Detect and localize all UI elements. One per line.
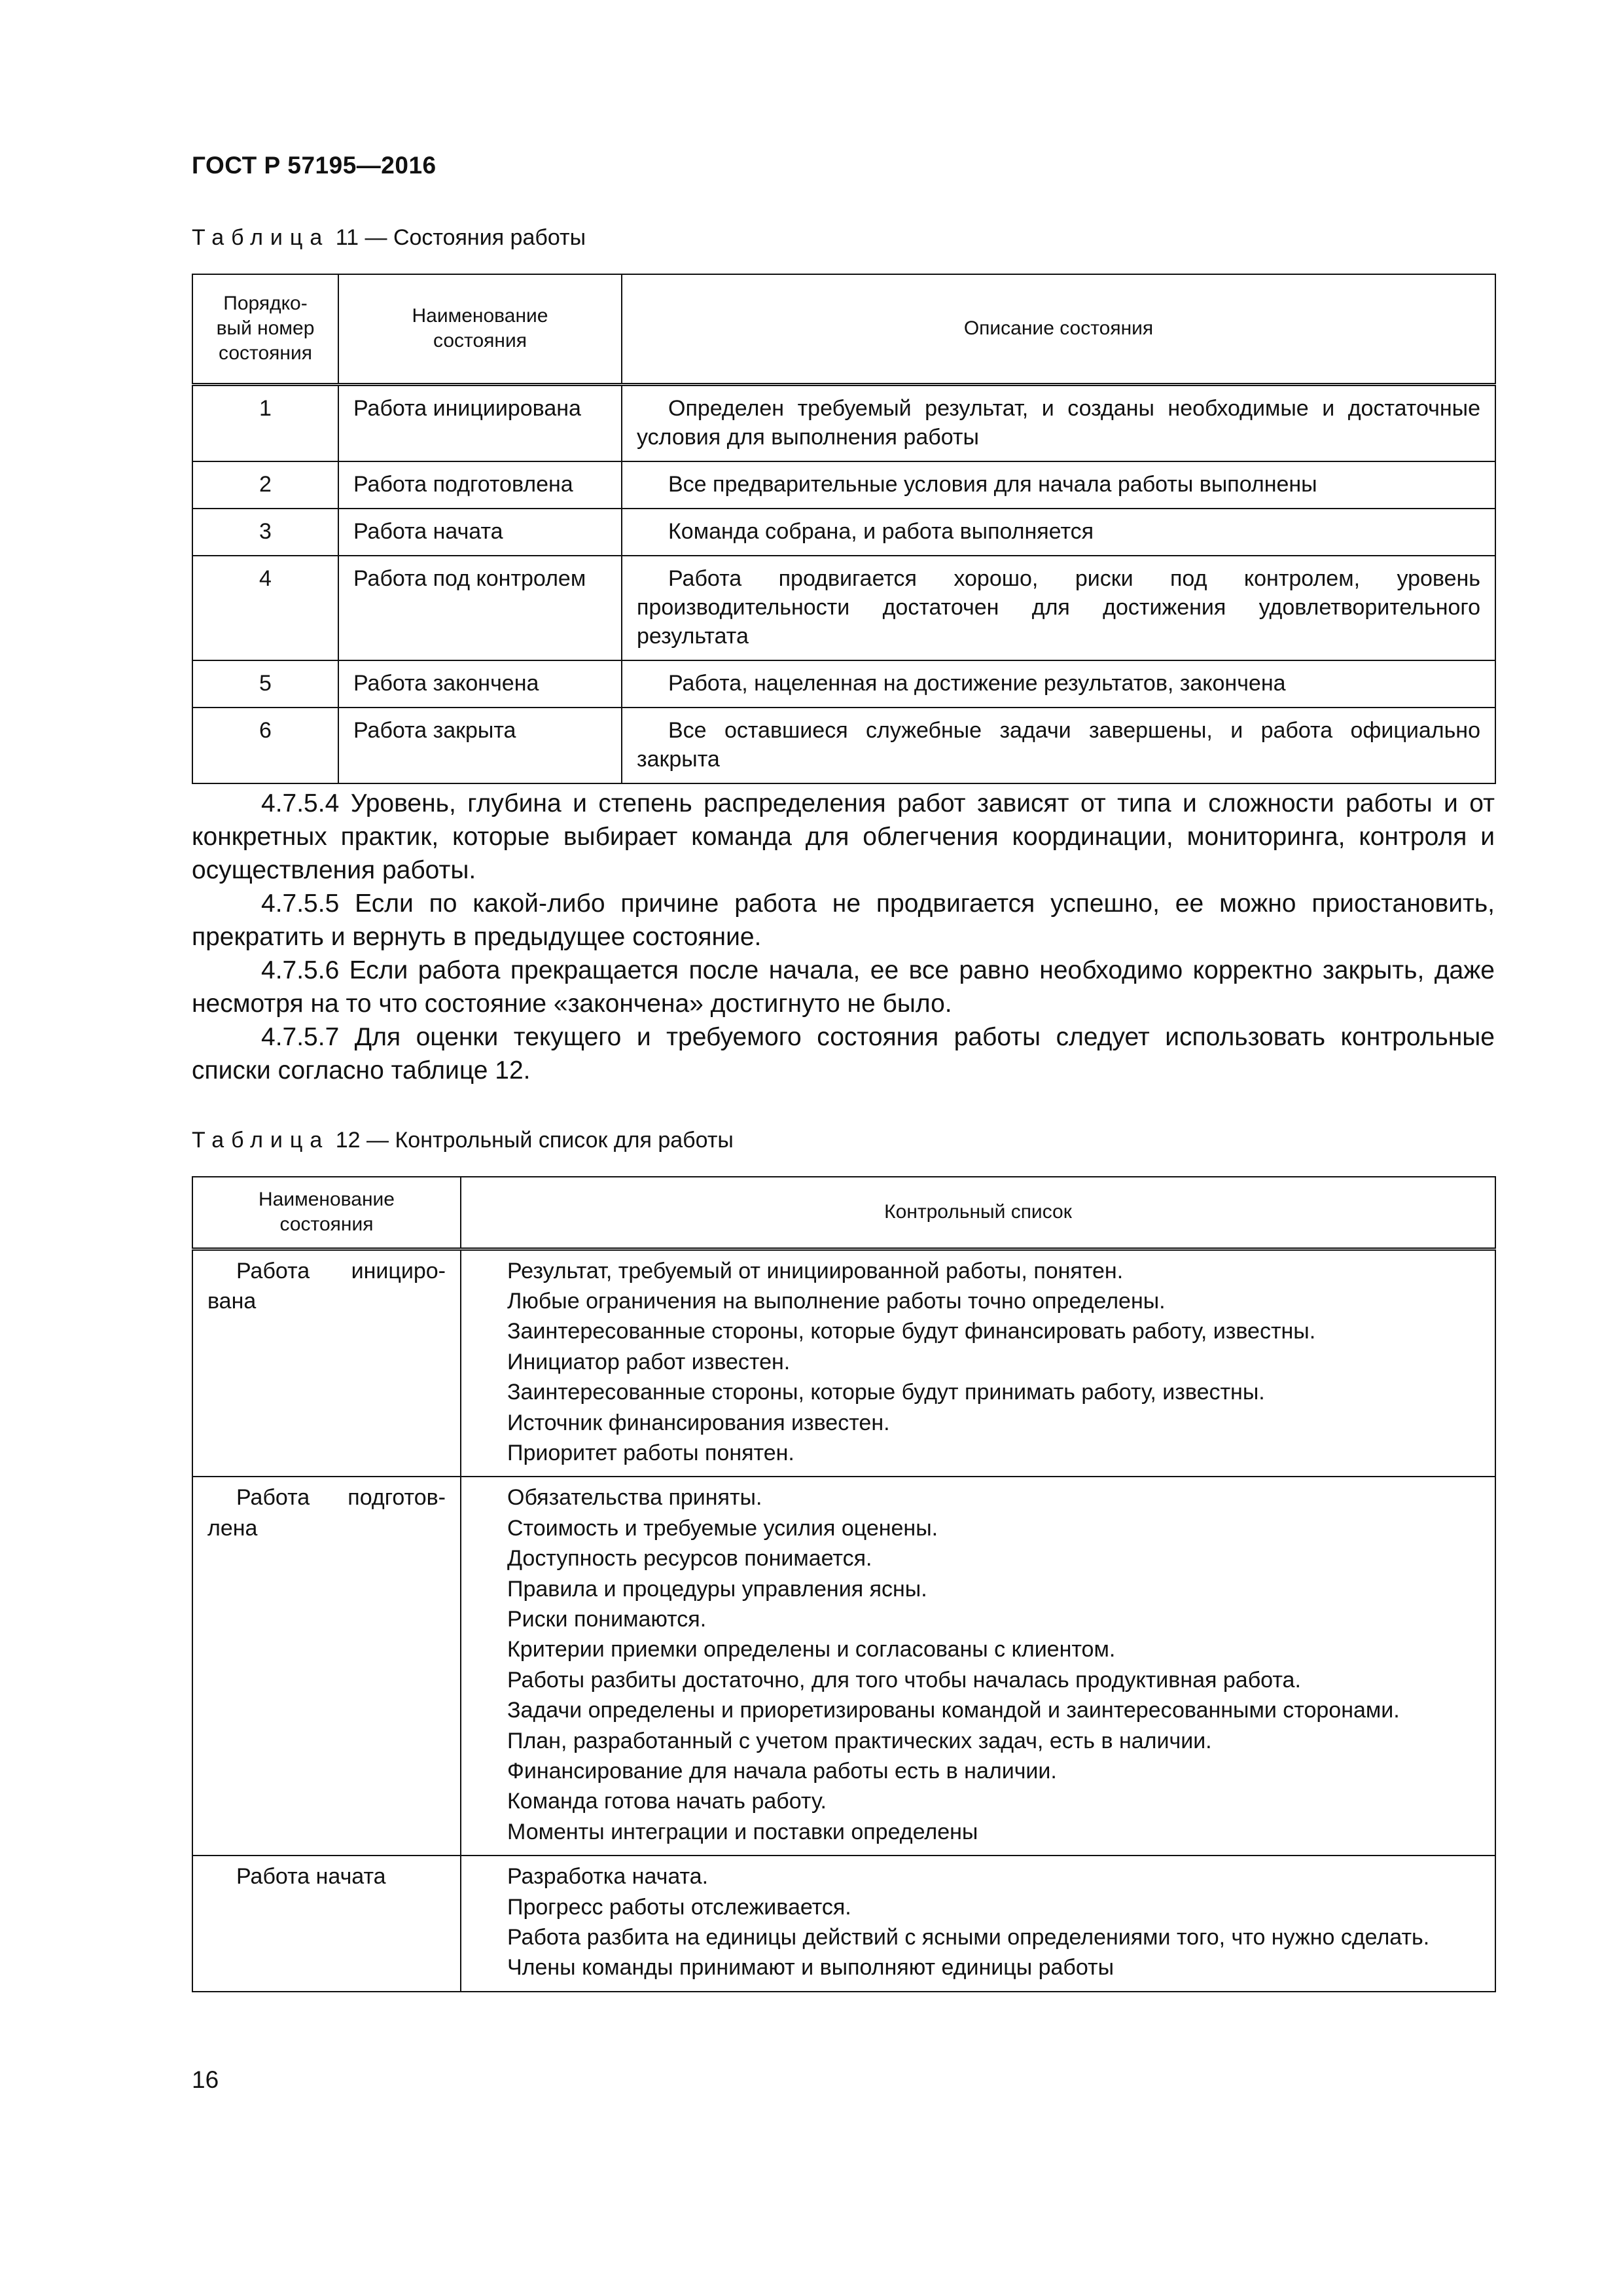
table12-work-checklist — [192, 1176, 1496, 1992]
table12-caption-word: Таблица — [192, 1128, 330, 1153]
table-row — [192, 660, 1495, 708]
list-item: Правила и процедуры управления ясны. — [507, 1576, 927, 1602]
table12-caption-title: 12 — Контрольный список для работы — [335, 1128, 734, 1153]
list-item: Работа разбита на единицы действий с ясными определениями того, что нужно сделать. — [507, 1925, 1430, 1950]
state-number: 2 — [192, 461, 338, 509]
paragraph-4-7-5-4: 4.7.5.4 Уровень, глубина и степень распределения работ зависят от типа и сложности работы и от конкретных практик, которые выбирает команда для облегчения координации, мониторинга, контроля и осуществления работы. — [192, 789, 1495, 884]
page-number: 16 — [192, 2066, 219, 2093]
table12-caption — [192, 1128, 734, 1153]
table-row — [192, 509, 1495, 556]
list-item: Критерии приемки определены и согласованы с клиентом. — [507, 1637, 1116, 1662]
state-name: Работа начата — [338, 509, 622, 556]
state-description: Команда собрана, и работа выполняется — [622, 509, 1495, 556]
checklist-state-name: Работа начата — [192, 1856, 461, 1992]
table11-caption-word: Таблица — [192, 225, 330, 250]
list-item: Команда готова начать работу. — [507, 1789, 827, 1814]
table11-work-states — [192, 274, 1496, 784]
list-item: Моменты интеграции и поставки определены — [507, 1819, 978, 1844]
list-item: Задачи определены и приоретизированы командой и заинтересованными сторонами. — [507, 1698, 1400, 1723]
list-item: Риски понимаются. — [507, 1606, 707, 1632]
table-row — [192, 461, 1495, 509]
state-description: Работа продвигается хорошо, риски под контролем, уровень производительности достаточен для достижения удовлетворительного результата — [622, 556, 1495, 660]
paragraph-4-7-5-7: 4.7.5.7 Для оценки текущего и требуемого состояния работы следует использовать контрольные списки согласно таблице 12. — [192, 1023, 1495, 1085]
list-item: Доступность ресурсов понимается. — [507, 1546, 872, 1571]
state-description: Все предварительные условия для начала работы выполнены — [622, 461, 1495, 509]
checklist-state-name: Работа инициро- вана — [192, 1249, 461, 1477]
list-item: Разработка начата. — [507, 1864, 709, 1890]
checklist-items — [461, 1249, 1495, 1477]
table-row — [192, 708, 1495, 783]
list-item: Работы разбиты достаточно, для того чтобы началась продуктивная работа. — [507, 1667, 1301, 1693]
table-row — [192, 1856, 1495, 1992]
document-id-header: ГОСТ Р 57195—2016 — [192, 152, 437, 179]
checklist-items — [461, 1477, 1495, 1856]
table-row — [192, 1477, 1495, 1856]
list-item: Приоритет работы понятен. — [507, 1440, 794, 1465]
body-paragraphs — [192, 787, 1495, 1087]
table11-header-number: Порядко-вый номер состояния — [192, 274, 338, 384]
state-number: 3 — [192, 509, 338, 556]
state-number: 6 — [192, 708, 338, 783]
list-item: Источник финансирования известен. — [507, 1410, 890, 1435]
state-name: Работа закончена — [338, 660, 622, 708]
list-item: План, разработанный с учетом практических задач, есть в наличии. — [507, 1728, 1212, 1753]
state-number: 4 — [192, 556, 338, 660]
list-item: Члены команды принимают и выполняют единицы работы — [507, 1955, 1115, 1981]
state-description: Все оставшиеся служебные задачи завершены, и работа официально закрыта — [622, 708, 1495, 783]
list-item: Финансирование для начала работы есть в наличии. — [507, 1759, 1057, 1784]
state-description: Работа, нацеленная на достижение результатов, закончена — [622, 660, 1495, 708]
paragraph-4-7-5-5: 4.7.5.5 Если по какой-либо причине работа не продвигается успешно, ее можно приостановить, прекратить и вернуть в предыдущее состояние. — [192, 889, 1495, 951]
list-item: Стоимость и требуемые усилия оценены. — [507, 1515, 938, 1541]
list-item: Заинтересованные стороны, которые будут финансировать работу, известны. — [507, 1319, 1316, 1344]
table-row — [192, 384, 1495, 461]
state-name: Работа под контролем — [338, 556, 622, 660]
table-row — [192, 556, 1495, 660]
table11-caption — [192, 225, 586, 251]
table12-header-state: Наименование состояния — [192, 1177, 461, 1249]
state-number: 5 — [192, 660, 338, 708]
paragraph-4-7-5-6: 4.7.5.6 Если работа прекращается после начала, ее все равно необходимо корректно закрыть, даже несмотря на то что состояние «закончена» достигнуто не было. — [192, 956, 1495, 1018]
state-name: Работа инициирована — [338, 384, 622, 461]
list-item: Результат, требуемый от инициированной работы, понятен. — [507, 1258, 1124, 1283]
list-item: Инициатор работ известен. — [507, 1349, 791, 1374]
checklist-items — [461, 1856, 1495, 1992]
table12-header-row — [192, 1177, 1495, 1249]
list-item: Обязательства приняты. — [507, 1485, 762, 1511]
list-item: Заинтересованные стороны, которые будут принимать работу, известны. — [507, 1380, 1265, 1405]
list-item: Любые ограничения на выполнение работы точно определены. — [507, 1288, 1166, 1314]
checklist-state-name: Работа подготов- лена — [192, 1477, 461, 1856]
table-row — [192, 1249, 1495, 1477]
list-item: Прогресс работы отслеживается. — [507, 1894, 851, 1920]
state-description: Определен требуемый результат, и созданы необходимые и достаточные условия для выполнения работы — [622, 384, 1495, 461]
table11-header-description: Описание состояния — [622, 274, 1495, 384]
table11-caption-title: 11 — Состояния работы — [335, 225, 586, 250]
table11-header-row — [192, 274, 1495, 384]
state-number: 1 — [192, 384, 338, 461]
table11-header-name: Наименование состояния — [338, 274, 622, 384]
state-name: Работа подготовлена — [338, 461, 622, 509]
state-name: Работа закрыта — [338, 708, 622, 783]
table12-header-checklist: Контрольный список — [461, 1177, 1495, 1249]
